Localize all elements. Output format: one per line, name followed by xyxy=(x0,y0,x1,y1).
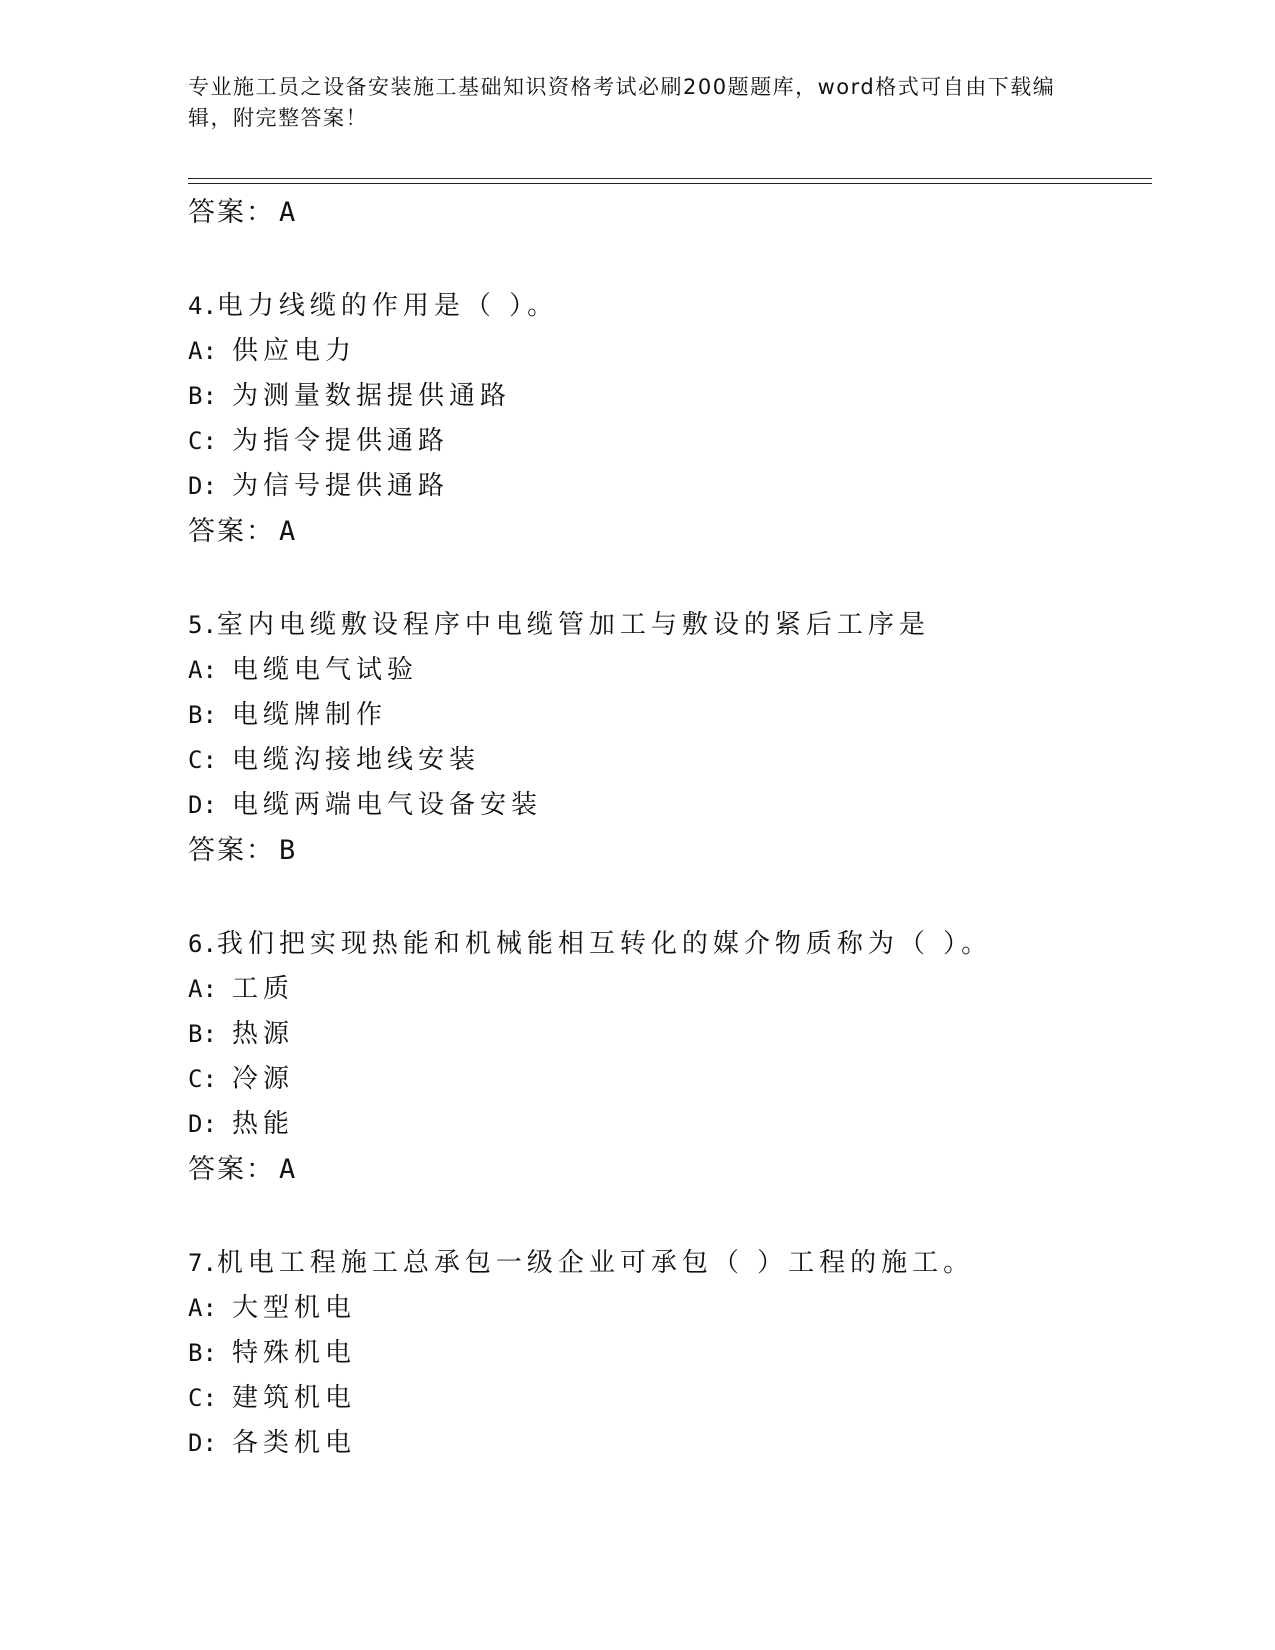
option-text: 电缆两端电气设备安装 xyxy=(232,790,543,820)
option-letter: C: xyxy=(188,427,217,455)
answer-line xyxy=(188,828,1152,873)
header-divider-top xyxy=(188,178,1152,179)
option-b xyxy=(188,374,1152,419)
option-b xyxy=(188,693,1152,738)
option-letter: B: xyxy=(188,1020,217,1048)
answer-line xyxy=(188,190,1152,235)
answer-label: 答案： xyxy=(188,197,275,228)
question-text: 室内电缆敷设程序中电缆管加工与敷设的紧后工序是 xyxy=(216,610,930,640)
answer-label: 答案： xyxy=(188,1154,275,1185)
option-letter: A: xyxy=(188,656,217,684)
option-text: 大型机电 xyxy=(232,1293,357,1323)
option-text: 为指令提供通路 xyxy=(232,426,450,456)
option-a xyxy=(188,329,1152,374)
option-letter: A: xyxy=(188,1294,217,1322)
question-stem xyxy=(188,602,1152,648)
option-a xyxy=(188,648,1152,693)
option-text: 热源 xyxy=(232,1019,295,1049)
option-text: 为信号提供通路 xyxy=(232,471,450,501)
answer-value: A xyxy=(279,1154,297,1185)
option-letter: B: xyxy=(188,382,217,410)
question-text: 机电工程施工总承包一级企业可承包（ ）工程的施工。 xyxy=(216,1248,975,1278)
option-letter: B: xyxy=(188,701,217,729)
header-divider-bottom xyxy=(188,183,1152,184)
option-d xyxy=(188,783,1152,828)
option-letter: C: xyxy=(188,1065,217,1093)
option-letter: D: xyxy=(188,791,217,819)
question-block xyxy=(188,1240,1152,1466)
option-b xyxy=(188,1331,1152,1376)
option-letter: C: xyxy=(188,746,217,774)
option-d xyxy=(188,464,1152,509)
question-list xyxy=(188,190,1152,1466)
question-stem xyxy=(188,921,1152,967)
option-text: 电缆电气试验 xyxy=(232,655,419,685)
option-text: 各类机电 xyxy=(232,1428,357,1458)
option-text: 工质 xyxy=(232,974,295,1004)
answer-value: A xyxy=(279,197,297,228)
option-letter: D: xyxy=(188,472,217,500)
answer-line xyxy=(188,509,1152,554)
option-letter: D: xyxy=(188,1429,217,1457)
answer-value: A xyxy=(279,516,297,547)
option-text: 建筑机电 xyxy=(232,1383,357,1413)
option-letter: A: xyxy=(188,337,217,365)
option-text: 电缆牌制作 xyxy=(232,700,388,730)
option-letter: C: xyxy=(188,1384,217,1412)
option-text: 特殊机电 xyxy=(232,1338,357,1368)
question-block xyxy=(188,283,1152,554)
question-number: 7. xyxy=(188,1249,217,1277)
option-text: 电缆沟接地线安装 xyxy=(232,745,481,775)
answer-label: 答案： xyxy=(188,516,275,547)
option-letter: D: xyxy=(188,1110,217,1138)
option-text: 供应电力 xyxy=(232,336,357,366)
question-stem xyxy=(188,283,1152,329)
option-text: 冷源 xyxy=(232,1064,295,1094)
option-a xyxy=(188,967,1152,1012)
question-text: 我们把实现热能和机械能相互转化的媒介物质称为（ ）。 xyxy=(216,929,993,959)
question-stem xyxy=(188,1240,1152,1286)
document-header: 专业施工员之设备安装施工基础知识资格考试必刷200题题库，word格式可自由下载编辑，附完整答案！ xyxy=(188,75,1056,130)
option-d xyxy=(188,1102,1152,1147)
question-block xyxy=(188,921,1152,1192)
question-number: 6. xyxy=(188,930,217,958)
question-text: 电力线缆的作用是（ ）。 xyxy=(216,291,559,321)
question-block xyxy=(188,602,1152,873)
option-c xyxy=(188,1376,1152,1421)
option-c xyxy=(188,419,1152,464)
answer-label: 答案： xyxy=(188,835,275,866)
option-letter: A: xyxy=(188,975,217,1003)
option-b xyxy=(188,1012,1152,1057)
option-letter: B: xyxy=(188,1339,217,1367)
option-a xyxy=(188,1286,1152,1331)
option-text: 为测量数据提供通路 xyxy=(232,381,512,411)
question-number: 4. xyxy=(188,292,217,320)
option-text: 热能 xyxy=(232,1109,295,1139)
option-d xyxy=(188,1421,1152,1466)
question-number: 5. xyxy=(188,611,217,639)
option-c xyxy=(188,1057,1152,1102)
option-c xyxy=(188,738,1152,783)
answer-value: B xyxy=(279,835,297,866)
answer-line xyxy=(188,1147,1152,1192)
